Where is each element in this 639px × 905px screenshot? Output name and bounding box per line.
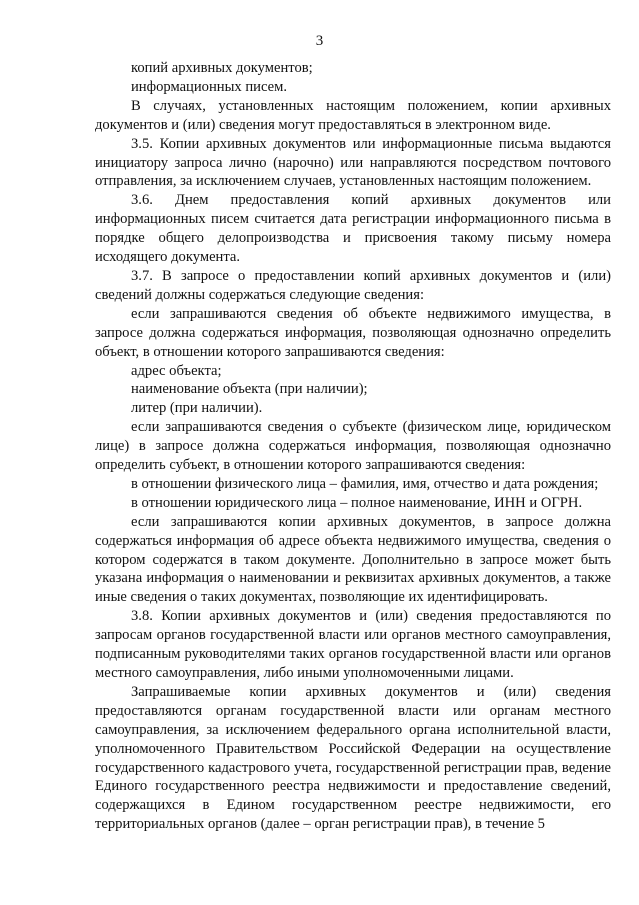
- paragraph-3-7: 3.7. В запросе о предоставлении копий архивных документов и (или) сведений должны содержаться следующие сведения:: [95, 267, 611, 303]
- document-body: [95, 59, 611, 834]
- paragraph-requested-copies: Запрашиваемые копии архивных документов и (или) сведения предоставляются органам государственной власти или органам местного самоуправления, за исключением федерального органа исполнительной власти, уполномоченного Правительством Российской Федерации на осуществление государственного кадастрового учета, государственной регистрации прав, ведение Единого государственного реестра недвижимости и предоставление сведений, содержащихся в Едином государственном реестре недвижимости, его территориальных органов (далее – орган регистрации прав), в течение 5: [95, 683, 611, 833]
- list-item-address: адрес объекта;: [131, 362, 222, 379]
- paragraph-electronic-form: В случаях, установленных настоящим положением, копии архивных документов и (или) сведения могут предоставляться в электронном виде.: [95, 97, 611, 133]
- list-item-liter: литер (при наличии).: [131, 400, 263, 417]
- paragraph-legal-entity: в отношении юридического лица – полное наименование, ИНН и ОГРН.: [131, 494, 583, 511]
- paragraph-individual: в отношении физического лица – фамилия, имя, отчество и дата рождения;: [131, 475, 599, 492]
- paragraph-property-object: если запрашиваются сведения об объекте недвижимого имущества, в запросе должна содержаться информация, позволяющая однозначно определить объект, в отношении которого запрашиваются сведения:: [95, 305, 611, 360]
- list-item-object-name: наименование объекта (при наличии);: [131, 381, 368, 398]
- paragraph-3-8: 3.8. Копии архивных документов и (или) сведения предоставляются по запросам органов государственной власти или органов местного самоуправления, подписанным руководителями таких органов государственной власти или органов местного самоуправления, либо иными уполномоченными лицами.: [95, 608, 611, 681]
- page-number: 3: [315, 33, 324, 49]
- paragraph-subject: если запрашиваются сведения о субъекте (физическом лице, юридическом лице) в запросе должна содержаться информация, позволяющая однозначно определить субъект, в отношении которого запрашиваются сведения:: [95, 419, 611, 474]
- paragraph-3-6: 3.6. Днем предоставления копий архивных документов или информационных писем считается дата регистрации информационного письма в порядке общего делопроизводства и присвоения такому письму номера исходящего документа.: [95, 192, 611, 266]
- paragraph-3-5: 3.5. Копии архивных документов или информационные письма выдаются инициатору запроса лично (нарочно) или направляются посредством почтового отправления, за исключением случаев, установленных настоящим положением.: [95, 135, 611, 190]
- paragraph-archive-copies-request: если запрашиваются копии архивных документов, в запросе должна содержаться информация об адресе объекта недвижимого имущества, сведения о котором содержатся в таком документе. Дополнительно в запросе может быть указана информация о наименовании и реквизитах архивных документов, а также иные сведения о таких документах, позволяющие их идентифицировать.: [95, 513, 611, 606]
- list-item-archive-copies: копий архивных документов;: [131, 60, 313, 76]
- list-item-info-letters: информационных писем.: [131, 78, 287, 95]
